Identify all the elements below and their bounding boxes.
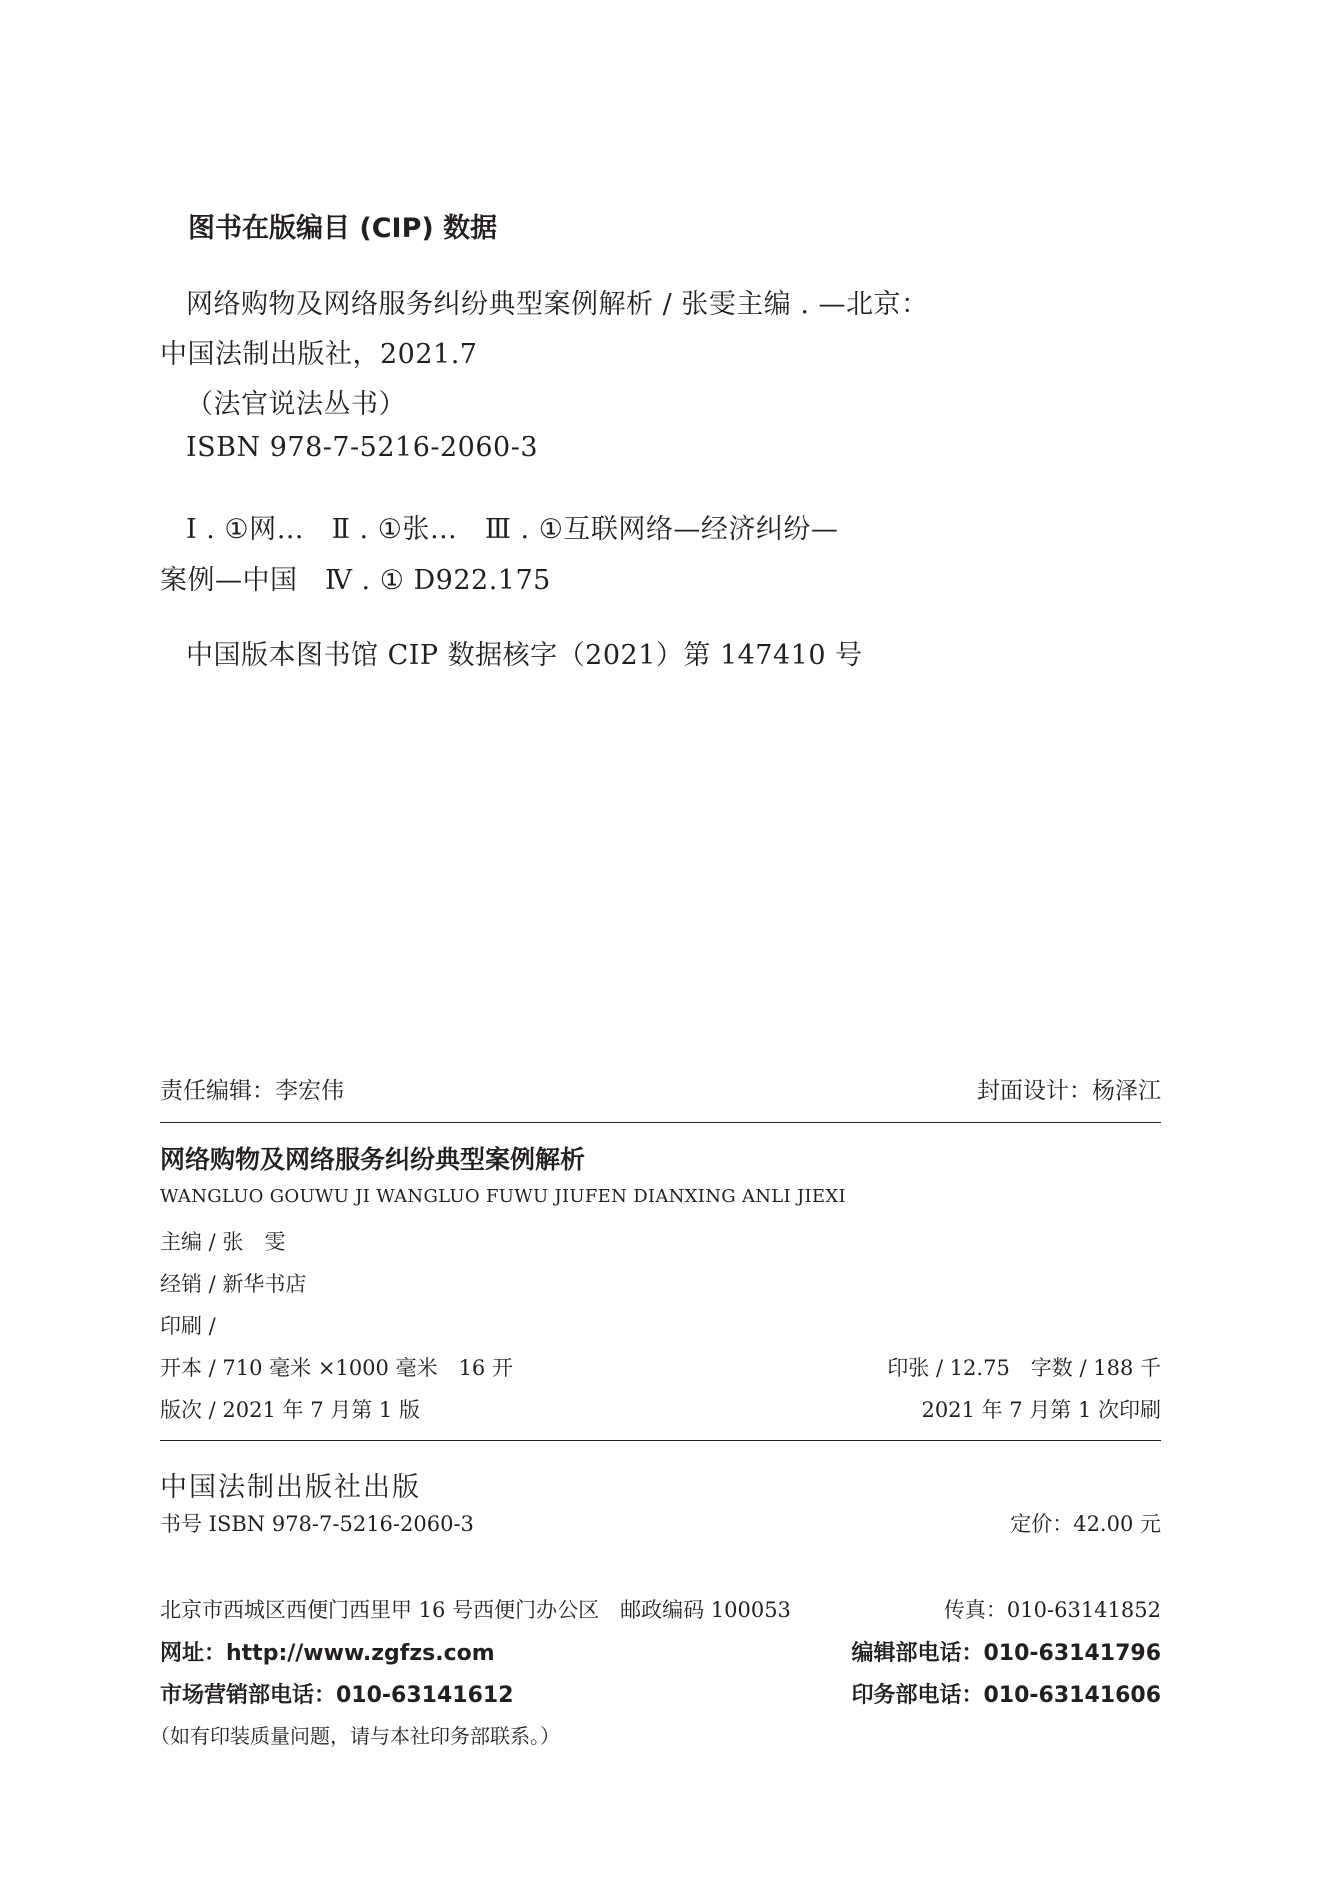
book-title-pinyin: WANGLUO GOUWU JI WANGLUO FUWU JIUFEN DIANXING ANLI JIEXI (160, 1186, 846, 1207)
printing-phone: 印务部电话：010-63141606 (851, 1683, 1161, 1708)
cip-series-line: （法官说法丛书） (186, 389, 406, 420)
fax: 传真：010-63141852 (943, 1598, 1161, 1622)
distributor: 经销 / 新华书店 (160, 1272, 307, 1296)
divider-bottom (160, 1440, 1161, 1441)
editorial-phone: 编辑部电话：010-63141796 (851, 1641, 1161, 1666)
printing: 2021 年 7 月第 1 次印刷 (921, 1398, 1161, 1422)
cip-record-number: 中国版本图书馆 CIP 数据核字（2021）第 147410 号 (186, 640, 863, 671)
cip-classification-line: Ⅰ . ①网… Ⅱ . ①张… Ⅲ . ①互联网络—经济纠纷— (186, 514, 839, 545)
book-format: 开本 / 710 毫米 ×1000 毫米 16 开 (160, 1356, 513, 1380)
quality-notice: （如有印装质量问题，请与本社印务部联系。） (150, 1724, 560, 1748)
publisher-name: 中国法制出版社出版 (160, 1472, 421, 1503)
cip-publisher-line: 中国法制出版社，2021.7 (160, 339, 478, 370)
website: 网址：http://www.zgfzs.com (160, 1641, 495, 1666)
cip-title-line: 网络购物及网络服务纠纷典型案例解析 / 张雯主编 . —北京： (186, 289, 929, 320)
edition: 版次 / 2021 年 7 月第 1 版 (160, 1398, 420, 1422)
cip-isbn-line: ISBN 978-7-5216-2060-3 (186, 432, 539, 463)
divider-top (160, 1122, 1161, 1123)
book-isbn: 书号 ISBN 978-7-5216-2060-3 (160, 1512, 474, 1536)
chief-editor: 主编 / 张 雯 (160, 1230, 286, 1254)
printed-sheets: 印张 / 12.75 字数 / 188 千 (887, 1356, 1161, 1380)
price: 定价：42.00 元 (1010, 1512, 1161, 1536)
marketing-phone: 市场营销部电话：010-63141612 (160, 1683, 514, 1708)
book-title: 网络购物及网络服务纠纷典型案例解析 (160, 1145, 586, 1174)
cip-heading: 图书在版编目 (CIP) 数据 (188, 213, 498, 244)
cover-designer: 封面设计：杨泽江 (977, 1078, 1161, 1104)
responsible-editor: 责任编辑：李宏伟 (160, 1078, 344, 1104)
publisher-address: 北京市西城区西便门西里甲 16 号西便门办公区 邮政编码 100053 (160, 1598, 791, 1622)
cip-classification-line-2: 案例—中国 Ⅳ . ① D922.175 (160, 565, 551, 596)
printer: 印刷 / (160, 1314, 216, 1338)
